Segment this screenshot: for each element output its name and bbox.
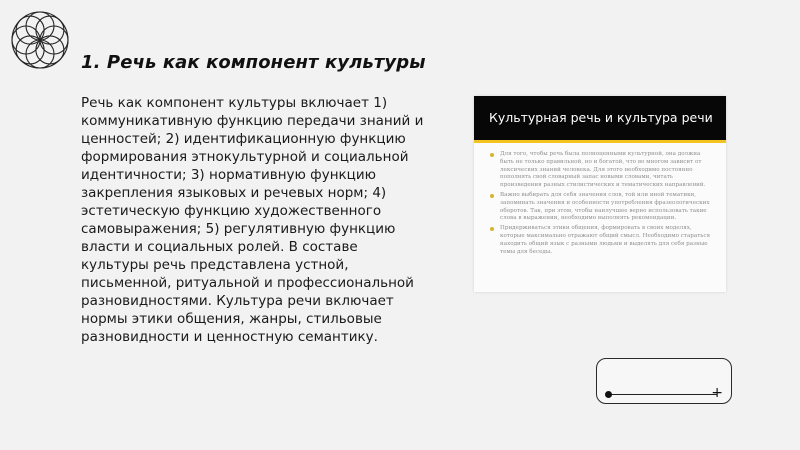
dot-icon[interactable] — [605, 391, 612, 398]
geometric-circle-logo-icon — [2, 2, 78, 78]
card-bullet-list — [474, 143, 726, 256]
plus-icon[interactable]: + — [711, 385, 723, 401]
slide-body-text: Речь как компонент культуры включает 1) коммуникативную функцию передачи знаний и ценностей; 2) идентификационную функцию формирования этнокультурной и социальной идентичности; 3) нормативную функцию закрепления языковых и речевых норм; 4) эстетическую функцию художественного самовыражения; 5) регулятивную функцию власти и социальных ролей. В составе культуры речь представлена устной, письменной, ритуальной и профессиональной разновидностями. Культура речи включает нормы этики общения, жанры, стильовые разновидности и ценностную семантику. — [81, 95, 424, 345]
slide-title: 1. Речь как компонент культуры — [81, 52, 426, 73]
card-bullet: Важно выбирать для себя значения слов, той или иной тематики, запоминать значения и особенности употребления фразеологических оборотов. Так, при этом, чтобы наилучшее верно использовать такие слова в выражении, необходимо выполнять рекомендации. — [490, 192, 716, 223]
card-bullet: Придерживаться этики общения, формировать в своих моделях, которые максимально отражают общий смысл. Необходимо стараться находить общий язык с разными людьми и выделять для себя разные темы для беседы. — [490, 225, 716, 256]
card-bullet: Для того, чтобы речь была полноценными культурной, она должна быть не только правильной, но и богатой, что во многом зависит от лексических знаний человека. Для этого необходимо постоянно пополнять свой словарный запас новыми словами, читать произведения разных стилистических и тематических направлений. — [490, 151, 716, 190]
navigation-track[interactable] — [609, 394, 717, 395]
card-header: Культурная речь и культура речи — [474, 96, 726, 140]
slide-image-card — [474, 96, 726, 292]
slide-navigation-widget[interactable] — [596, 358, 732, 404]
